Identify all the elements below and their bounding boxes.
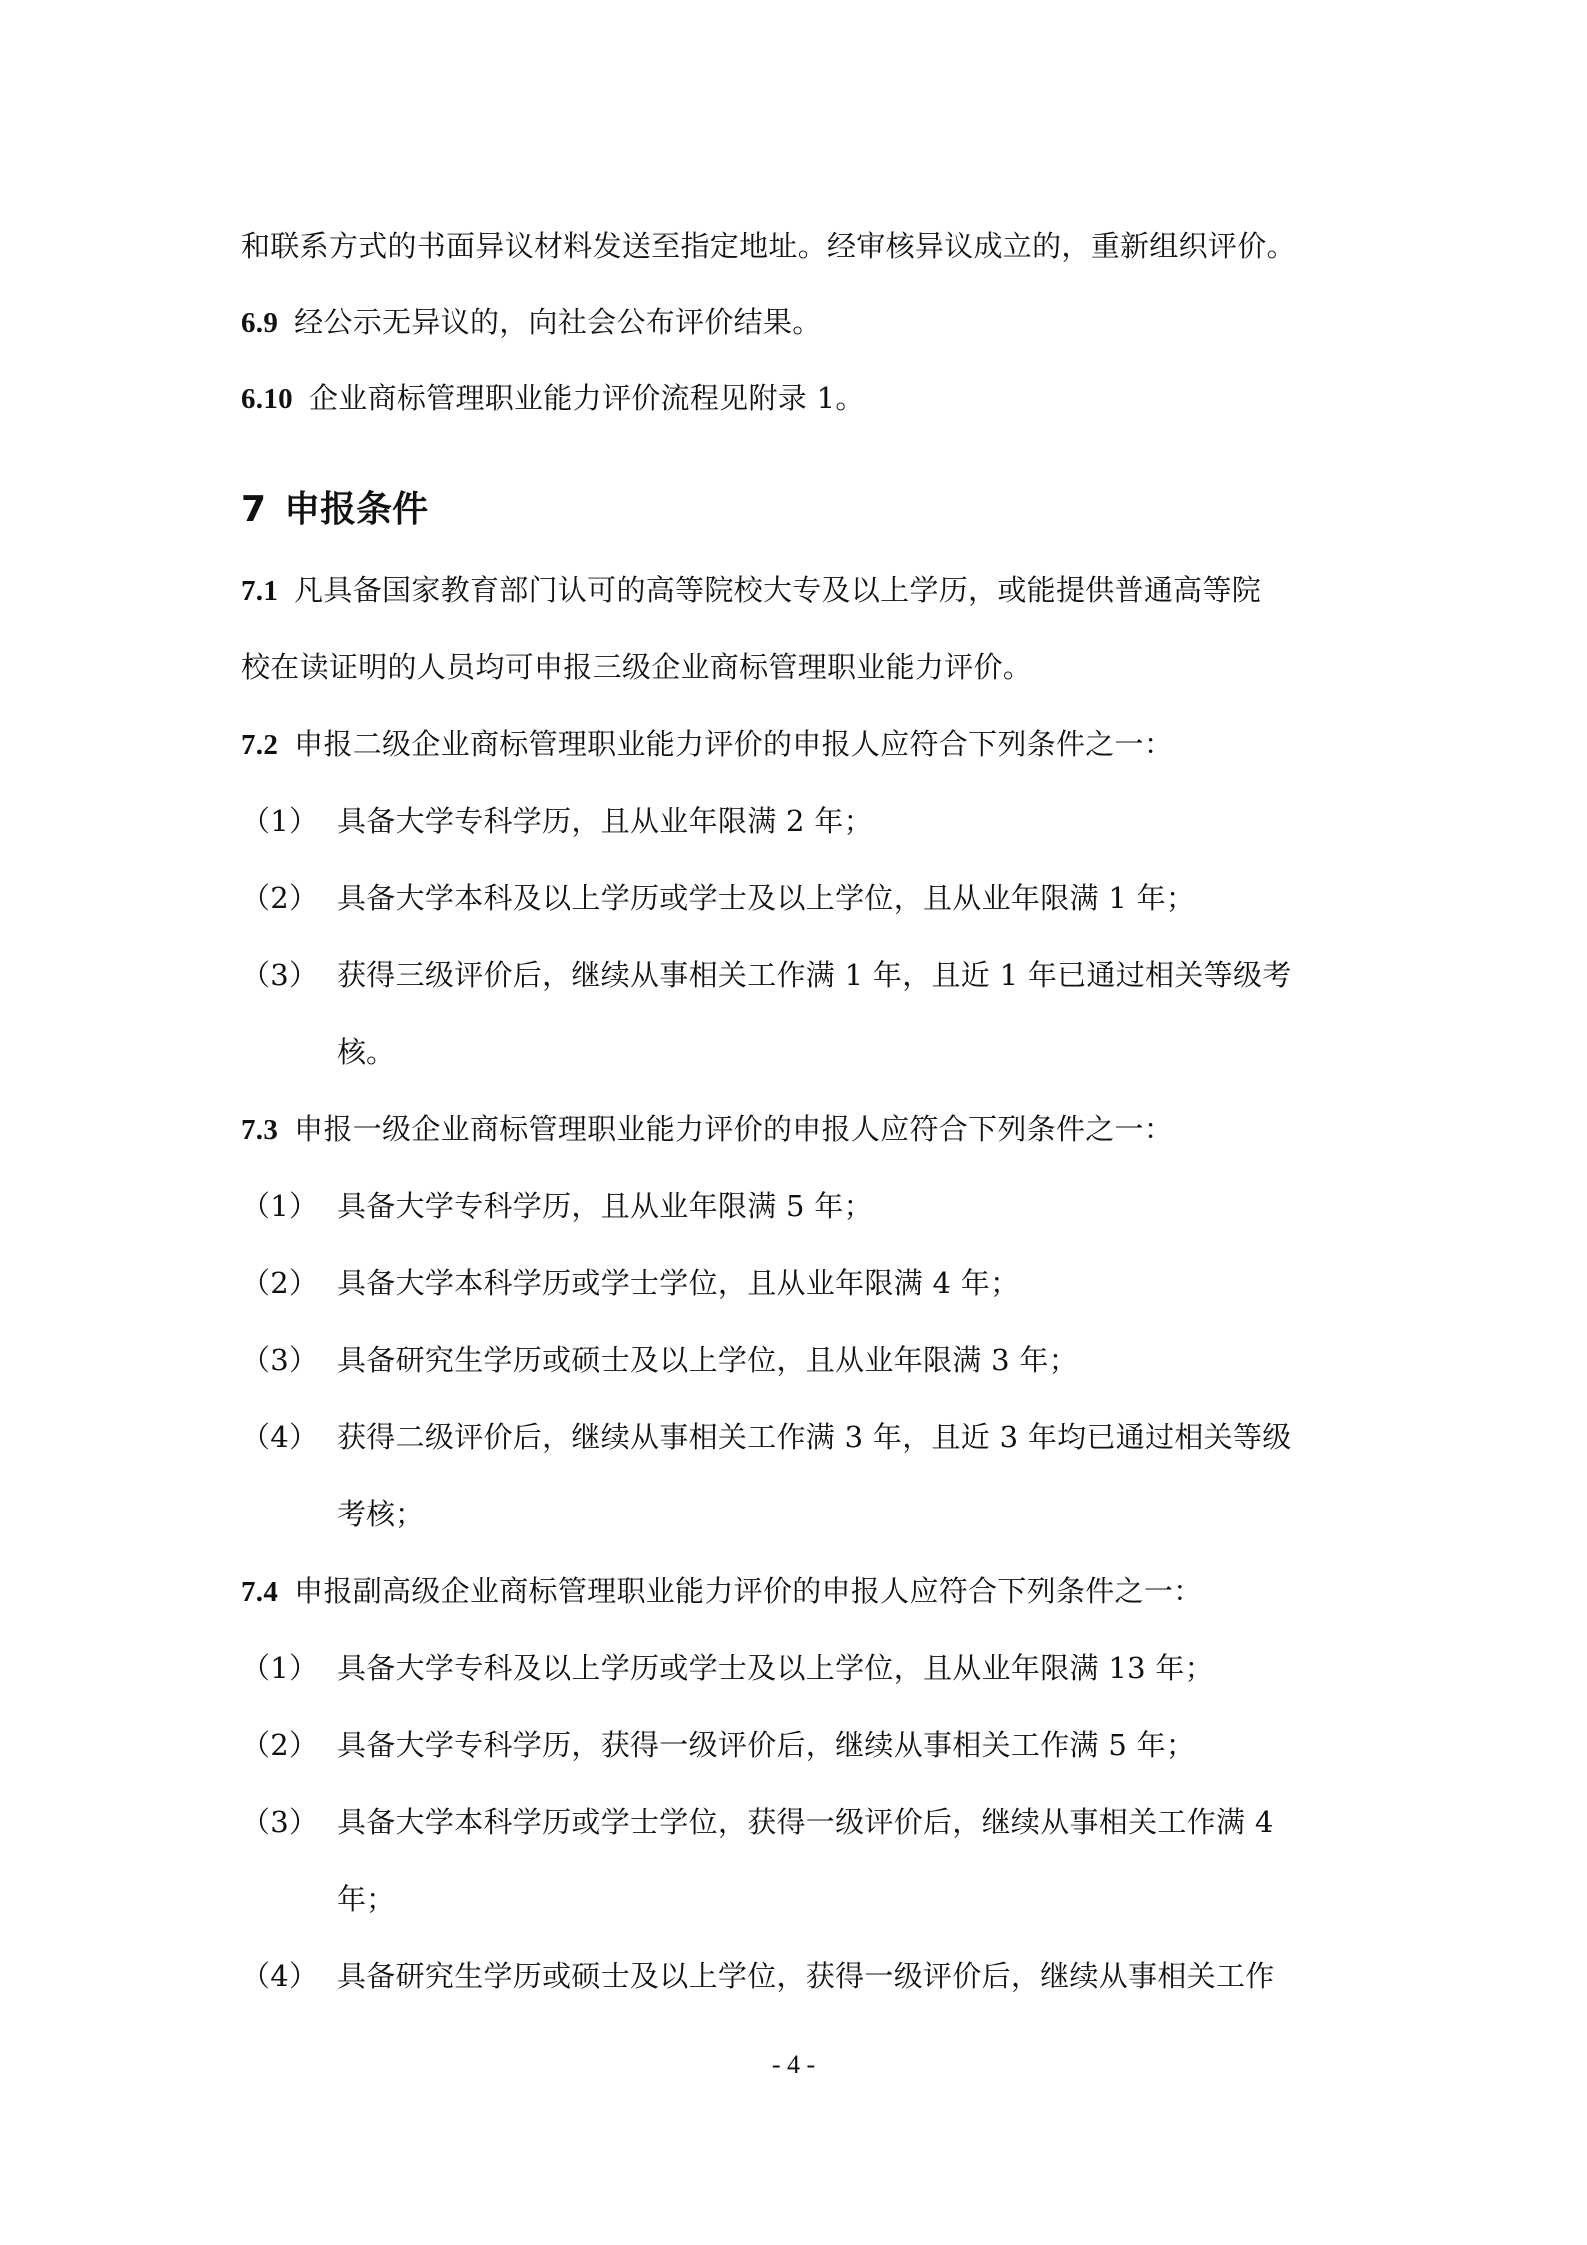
paragraph-continuation: 和联系方式的书面异议材料发送至指定地址。经审核异议成立的，重新组织评价。 (241, 229, 1296, 263)
clause-number: 6.10 (241, 383, 293, 415)
section-number: 7 (241, 489, 267, 530)
list-item (241, 1417, 1356, 1457)
list-item-text: 获得三级评价后，继续从事相关工作满 1 年，且近 1 年已通过相关等级考 (337, 958, 1292, 992)
clause-7-3 (241, 1109, 1356, 1150)
list-item (241, 1956, 1356, 1996)
clause-text: 申报一级企业商标管理职业能力评价的申报人应符合下列条件之一： (294, 1112, 1174, 1146)
clause-text: 企业商标管理职业能力评价流程见附录 1。 (308, 381, 865, 415)
list-item (241, 1263, 1356, 1303)
list-item-continuation: 核。 (337, 1035, 396, 1069)
list-marker: （3） (241, 958, 319, 992)
clause-7-1 (241, 570, 1356, 611)
list-item (241, 801, 1356, 841)
clause-number: 6.9 (241, 307, 279, 339)
list-marker: （2） (241, 1266, 319, 1300)
list-marker: （1） (241, 1651, 319, 1685)
list-item-text: 具备大学本科学历或学士学位，获得一级评价后，继续从事相关工作满 4 (337, 1805, 1274, 1839)
list-item-text: 具备大学本科及以上学历或学士及以上学位，且从业年限满 1 年； (337, 881, 1196, 915)
list-item (241, 1648, 1356, 1688)
list-marker: （1） (241, 1189, 319, 1223)
list-item-text: 具备研究生学历或硕士及以上学位，且从业年限满 3 年； (337, 1343, 1078, 1377)
list-marker: （3） (241, 1343, 319, 1377)
list-item-text: 具备大学专科及以上学历或学士及以上学位，且从业年限满 13 年； (337, 1651, 1214, 1685)
page-number: - 4 - (771, 2050, 816, 2079)
list-item-continuation: 年； (337, 1882, 396, 1916)
list-item-text: 具备大学专科学历，且从业年限满 2 年； (337, 804, 873, 838)
list-item (241, 1186, 1356, 1226)
clause-text: 申报副高级企业商标管理职业能力评价的申报人应符合下列条件之一： (294, 1574, 1203, 1608)
list-item-text: 获得二级评价后，继续从事相关工作满 3 年，且近 3 年均已通过相关等级 (337, 1420, 1292, 1454)
list-marker: （4） (241, 1959, 319, 1993)
clause-7-4 (241, 1571, 1356, 1612)
list-item (241, 878, 1356, 918)
list-item-text: 具备大学专科学历，获得一级评价后，继续从事相关工作满 5 年； (337, 1728, 1196, 1762)
list-marker: （1） (241, 804, 319, 838)
list-item-continuation: 考核； (337, 1497, 425, 1531)
list-marker: （2） (241, 1728, 319, 1762)
list-marker: （3） (241, 1805, 319, 1839)
list-item-text: 具备研究生学历或硕士及以上学位，获得一级评价后，继续从事相关工作 (337, 1959, 1275, 1993)
list-item (241, 955, 1356, 995)
clause-text: 凡具备国家教育部门认可的高等院校大专及以上学历，或能提供普通高等院 (294, 573, 1262, 607)
clause-number: 7.2 (241, 729, 279, 761)
list-marker: （2） (241, 881, 319, 915)
section-title: 申报条件 (284, 489, 429, 530)
section-heading (241, 487, 428, 533)
list-item (241, 1340, 1356, 1380)
list-item (241, 1802, 1356, 1842)
list-marker: （4） (241, 1420, 319, 1454)
clause-number: 7.4 (241, 1576, 279, 1608)
clause-number: 7.3 (241, 1114, 279, 1146)
list-item-text: 具备大学专科学历，且从业年限满 5 年； (337, 1189, 873, 1223)
list-item-text: 具备大学本科学历或学士学位，且从业年限满 4 年； (337, 1266, 1020, 1300)
clause-7-2 (241, 724, 1356, 765)
list-item (241, 1725, 1356, 1765)
clause-text: 经公示无异议的，向社会公布评价结果。 (294, 305, 822, 339)
clause-6-10 (241, 378, 1356, 419)
clause-text: 申报二级企业商标管理职业能力评价的申报人应符合下列条件之一： (294, 727, 1174, 761)
clause-7-1-continuation: 校在读证明的人员均可申报三级企业商标管理职业能力评价。 (241, 650, 1033, 684)
clause-number: 7.1 (241, 575, 279, 607)
clause-6-9 (241, 302, 1356, 343)
